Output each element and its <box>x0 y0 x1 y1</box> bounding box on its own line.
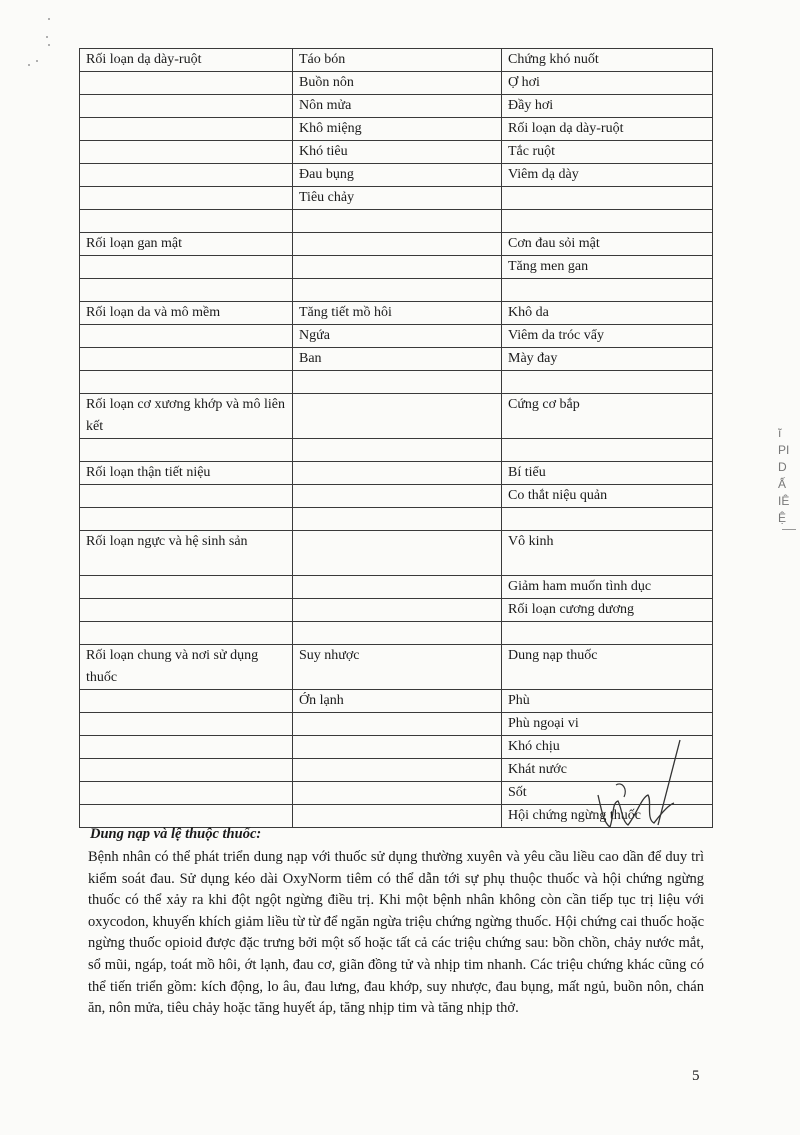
table-row <box>80 371 713 394</box>
edge-glyph: D <box>778 460 787 474</box>
uncommon-effect-cell: Vô kinh <box>502 531 713 576</box>
uncommon-effect-cell: Giảm ham muốn tình dục <box>502 576 713 599</box>
table-row <box>80 348 713 371</box>
organ-class-cell <box>80 782 293 805</box>
uncommon-effect-cell: Khát nước <box>502 759 713 782</box>
table-row <box>80 49 713 72</box>
table-row <box>80 187 713 210</box>
organ-class-cell <box>80 187 293 210</box>
table-row <box>80 118 713 141</box>
common-effect-cell: Nôn mửa <box>293 95 502 118</box>
table-row <box>80 576 713 599</box>
common-effect-cell <box>293 713 502 736</box>
table-row <box>80 95 713 118</box>
common-effect-cell: Khó tiêu <box>293 141 502 164</box>
common-effect-cell <box>293 394 502 439</box>
organ-class-cell <box>80 325 293 348</box>
common-effect-cell <box>293 439 502 462</box>
uncommon-effect-cell: Khô da <box>502 302 713 325</box>
table-row <box>80 690 713 713</box>
common-effect-cell <box>293 805 502 828</box>
table-row <box>80 233 713 256</box>
table-row <box>80 531 713 576</box>
table-row <box>80 325 713 348</box>
table-row <box>80 256 713 279</box>
common-effect-cell <box>293 622 502 645</box>
common-effect-cell: Ngứa <box>293 325 502 348</box>
common-effect-cell <box>293 256 502 279</box>
uncommon-effect-cell: Phù ngoại vi <box>502 713 713 736</box>
adverse-effects-table <box>79 48 713 828</box>
adjacent-page-edge <box>778 425 800 595</box>
table-row <box>80 599 713 622</box>
page-number: 5 <box>692 1068 700 1084</box>
table-row <box>80 394 713 439</box>
organ-class-cell <box>80 95 293 118</box>
table-row <box>80 302 713 325</box>
uncommon-effect-cell: Tắc ruột <box>502 141 713 164</box>
uncommon-effect-cell: Rối loạn cương dương <box>502 599 713 622</box>
common-effect-cell: Khô miệng <box>293 118 502 141</box>
common-effect-cell: Ban <box>293 348 502 371</box>
table-row <box>80 439 713 462</box>
organ-class-cell <box>80 210 293 233</box>
organ-class-cell: Rối loạn dạ dày-ruột <box>80 49 293 72</box>
common-effect-cell <box>293 599 502 622</box>
common-effect-cell <box>293 371 502 394</box>
organ-class-cell: Rối loạn chung và nơi sử dụng thuốc <box>80 645 293 690</box>
uncommon-effect-cell: Cơn đau sỏi mật <box>502 233 713 256</box>
common-effect-cell: Tiêu chảy <box>293 187 502 210</box>
uncommon-effect-cell: Co thắt niệu quản <box>502 485 713 508</box>
uncommon-effect-cell: Rối loạn dạ dày-ruột <box>502 118 713 141</box>
uncommon-effect-cell <box>502 210 713 233</box>
organ-class-cell <box>80 485 293 508</box>
uncommon-effect-cell: Phù <box>502 690 713 713</box>
organ-class-cell <box>80 118 293 141</box>
common-effect-cell <box>293 531 502 576</box>
common-effect-cell: Táo bón <box>293 49 502 72</box>
common-effect-cell <box>293 759 502 782</box>
table-row <box>80 713 713 736</box>
uncommon-effect-cell <box>502 622 713 645</box>
table-row <box>80 279 713 302</box>
uncommon-effect-cell: Viêm da tróc vẩy <box>502 325 713 348</box>
table-row <box>80 508 713 531</box>
organ-class-cell <box>80 279 293 302</box>
common-effect-cell: Đau bụng <box>293 164 502 187</box>
organ-class-cell: Rối loạn gan mật <box>80 233 293 256</box>
uncommon-effect-cell: Chứng khó nuốt <box>502 49 713 72</box>
uncommon-effect-cell: Đầy hơi <box>502 95 713 118</box>
uncommon-effect-cell <box>502 371 713 394</box>
table-row <box>80 210 713 233</box>
edge-glyph: Ệ <box>778 511 787 525</box>
uncommon-effect-cell: Sốt <box>502 782 713 805</box>
section-body: Bệnh nhân có thể phát triển dung nạp với thuốc sử dụng thường xuyên và yêu cầu liều cao dần để duy trì kiểm soát đau. Sử dụng kéo dài OxyNorm tiêm có thể dẫn tới sự phụ thuộc thuốc và hội chứng ngừng thuốc có thể xảy ra khi đột ngột ngừng điều trị. Khi một bệnh nhân không còn cần tiếp tục trị liệu với oxycodon, khuyến khích giảm liều từ từ để ngăn ngừa triệu chứng ngừng thuốc. Hội chứng cai thuốc hoặc ngừng thuốc opioid được đặc trưng bởi một số hoặc tất cả các triệu chứng sau: bồn chồn, chảy nước mắt, sổ mũi, ngáp, toát mồ hôi, ớt lạnh, đau cơ, giãn đồng tử và nhịp tim nhanh. Các triệu chứng khác cũng có thể tiến triển gồm: kích động, lo âu, đau lưng, đau khớp, suy nhược, đau bụng, mất ngủ, buồn nôn, chán ăn, nôn mửa, tiêu chảy hoặc tăng huyết áp, tăng nhịp tim và tăng nhịp thở. <box>88 849 704 1017</box>
common-effect-cell <box>293 210 502 233</box>
edge-glyph: PI <box>778 443 790 457</box>
common-effect-cell: Ớn lạnh <box>293 690 502 713</box>
table-row <box>80 485 713 508</box>
table-row <box>80 72 713 95</box>
uncommon-effect-cell: Viêm dạ dày <box>502 164 713 187</box>
uncommon-effect-cell: Bí tiểu <box>502 462 713 485</box>
uncommon-effect-cell: Ợ hơi <box>502 72 713 95</box>
organ-class-cell <box>80 759 293 782</box>
uncommon-effect-cell: Dung nạp thuốc <box>502 645 713 690</box>
organ-class-cell: Rối loạn ngực và hệ sinh sản <box>80 531 293 576</box>
common-effect-cell <box>293 233 502 256</box>
uncommon-effect-cell <box>502 279 713 302</box>
scan-specks <box>28 18 58 78</box>
uncommon-effect-cell <box>502 508 713 531</box>
common-effect-cell <box>293 485 502 508</box>
uncommon-effect-cell: Khó chịu <box>502 736 713 759</box>
organ-class-cell: Rối loạn thận tiết niệu <box>80 462 293 485</box>
common-effect-cell <box>293 736 502 759</box>
table-row <box>80 164 713 187</box>
uncommon-effect-cell: Tăng men gan <box>502 256 713 279</box>
edge-glyph: ĩ <box>778 426 782 440</box>
organ-class-cell <box>80 256 293 279</box>
common-effect-cell <box>293 576 502 599</box>
uncommon-effect-cell <box>502 187 713 210</box>
organ-class-cell <box>80 713 293 736</box>
common-effect-cell <box>293 508 502 531</box>
handwritten-signature <box>588 735 698 830</box>
organ-class-cell: Rối loạn cơ xương khớp và mô liên kết <box>80 394 293 439</box>
section-heading: Dung nạp và lệ thuộc thuốc: <box>90 826 262 842</box>
common-effect-cell <box>293 279 502 302</box>
common-effect-cell <box>293 462 502 485</box>
organ-class-cell: Rối loạn da và mô mềm <box>80 302 293 325</box>
uncommon-effect-cell <box>502 439 713 462</box>
table-row <box>80 622 713 645</box>
organ-class-cell <box>80 72 293 95</box>
organ-class-cell <box>80 371 293 394</box>
common-effect-cell <box>293 782 502 805</box>
common-effect-cell: Buồn nôn <box>293 72 502 95</box>
organ-class-cell <box>80 736 293 759</box>
common-effect-cell: Suy nhược <box>293 645 502 690</box>
common-effect-cell: Tăng tiết mồ hôi <box>293 302 502 325</box>
table-row <box>80 141 713 164</box>
uncommon-effect-cell: Mày đay <box>502 348 713 371</box>
organ-class-cell <box>80 439 293 462</box>
uncommon-effect-cell: Hội chứng ngừng thuốc <box>502 805 713 828</box>
table-row <box>80 645 713 690</box>
table-row <box>80 462 713 485</box>
organ-class-cell <box>80 690 293 713</box>
uncommon-effect-cell: Cứng cơ bắp <box>502 394 713 439</box>
organ-class-cell <box>80 141 293 164</box>
edge-glyph: Ấ <box>778 477 787 491</box>
organ-class-cell <box>80 348 293 371</box>
edge-glyph: IÊ <box>778 494 790 508</box>
organ-class-cell <box>80 164 293 187</box>
organ-class-cell <box>80 622 293 645</box>
organ-class-cell <box>80 599 293 622</box>
organ-class-cell <box>80 805 293 828</box>
organ-class-cell <box>80 576 293 599</box>
organ-class-cell <box>80 508 293 531</box>
